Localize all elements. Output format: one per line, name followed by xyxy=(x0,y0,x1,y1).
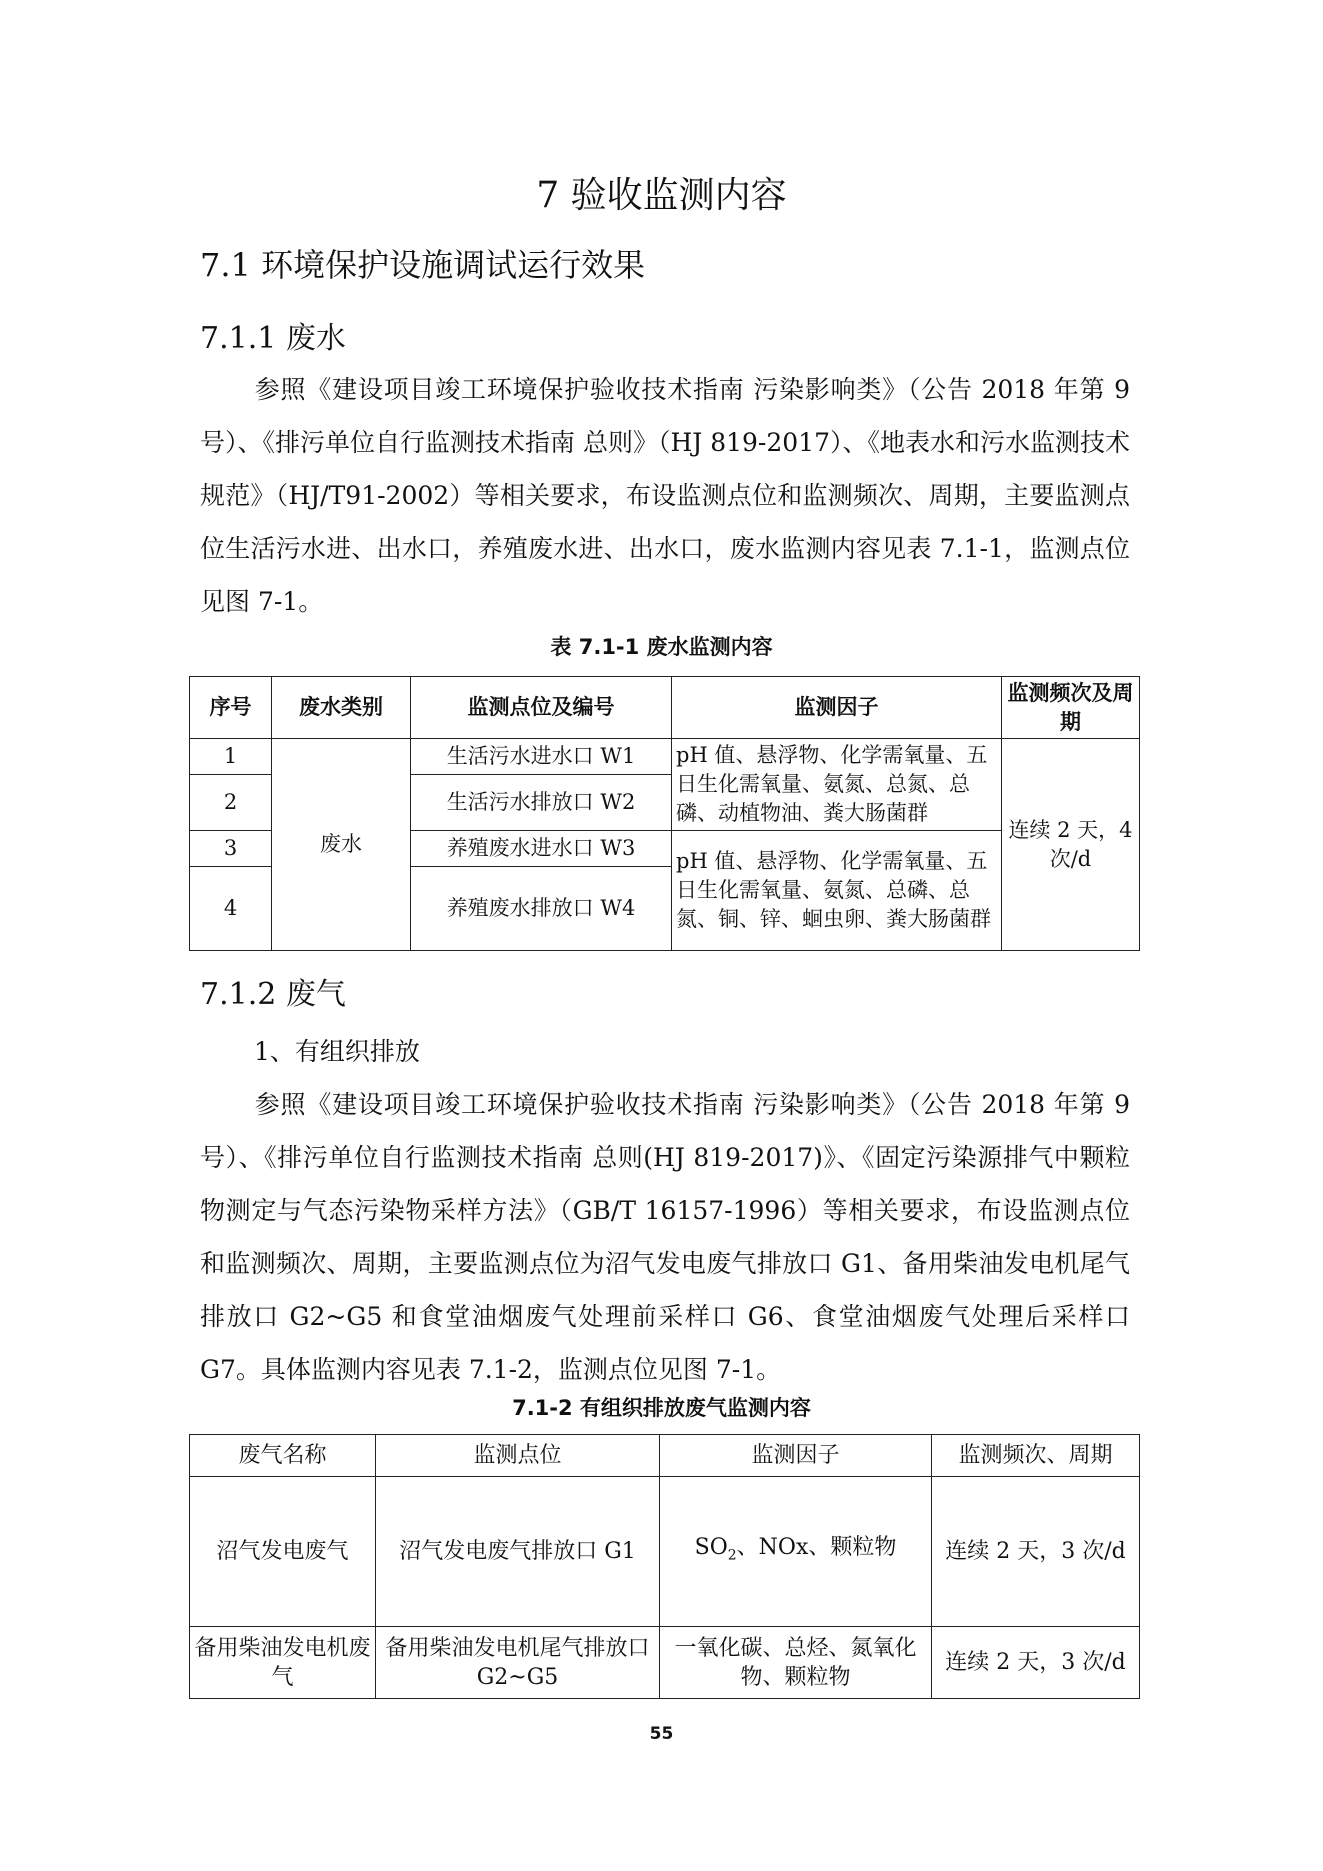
table-1-caption: 表 7.1-1 废水监测内容 xyxy=(550,635,773,659)
table-row xyxy=(190,1477,1140,1627)
row-point: 养殖废水排放口 W4 xyxy=(411,867,672,951)
row-frequency: 连续 2 天，3 次/d xyxy=(932,1477,1140,1627)
row-factors: 一氧化碳、总烃、氮氧化物、颗粒物 xyxy=(660,1627,932,1699)
exhaust-paragraph-text: 参照《建设项目竣工环境保护验收技术指南 污染影响类》（公告 2018 年第 9 号）、《排污单位自行监测技术指南 总则(HJ 819-2017)》、《固定污染源排气中颗粒物测定与气态污染物采样方法》（GB/T 16157-1996）等相关要求，布设监测点位和监测频次、周期，主要监测点位为沼气发电废气排放口 G1、备用柴油发电机尾气排放口 G2~G5 和食堂油烟废气处理前采样口 G6、食堂油烟废气处理后采样口 G7。具体监测内容见表 7.1-2，监测点位见图 7-1。 xyxy=(200,1090,1130,1384)
header-frequency: 监测频次及周期 xyxy=(1002,677,1140,739)
row-frequency: 连续 2 天，3 次/d xyxy=(932,1627,1140,1699)
row-factors xyxy=(660,1477,932,1627)
header-point: 监测点位及编号 xyxy=(411,677,672,739)
row-point: 沼气发电废气排放口 G1 xyxy=(376,1477,660,1627)
row-no: 3 xyxy=(190,831,272,867)
header-factors: 监测因子 xyxy=(672,677,1002,739)
table-row xyxy=(190,739,1140,775)
header-frequency: 监测频次、周期 xyxy=(932,1435,1140,1477)
factor-so: SO xyxy=(694,1534,728,1560)
factors-breeding: pH 值、悬浮物、化学需氧量、五日生化需氧量、氨氮、总磷、总氮、铜、锌、蛔虫卵、粪大肠菌群 xyxy=(672,831,1002,951)
factor-rest: 、NOx、颗粒物 xyxy=(736,1534,897,1560)
header-category: 废水类别 xyxy=(272,677,411,739)
wastewater-paragraph-text: 参照《建设项目竣工环境保护验收技术指南 污染影响类》（公告 2018 年第 9 号）、《排污单位自行监测技术指南 总则》（HJ 819-2017）、《地表水和污水监测技术规范》（HJ/T91-2002）等相关要求，布设监测点位和监测频次、周期，主要监测点位生活污水进、出水口，养殖废水进、出水口，废水监测内容见表 7.1-1，监测点位见图 7-1。 xyxy=(200,375,1131,616)
frequency-cell: 连续 2 天，4 次/d xyxy=(1002,739,1140,951)
factor-so-subscript: 2 xyxy=(727,1547,737,1564)
row-point: 养殖废水进水口 W3 xyxy=(411,831,672,867)
row-point: 备用柴油发电机尾气排放口 G2~G5 xyxy=(376,1627,660,1699)
table-header-row xyxy=(190,1435,1140,1477)
organized-emission-subheading-text: 1、有组织排放 xyxy=(254,1037,420,1066)
row-no: 4 xyxy=(190,867,272,951)
category-cell: 废水 xyxy=(272,739,411,951)
table-2-caption: 7.1-2 有组织排放废气监测内容 xyxy=(512,1396,811,1420)
header-factors: 监测因子 xyxy=(660,1435,932,1477)
table-header-row xyxy=(190,677,1140,739)
row-no: 2 xyxy=(190,775,272,831)
factors-domestic: pH 值、悬浮物、化学需氧量、五日生化需氧量、氨氮、总氮、总磷、动植物油、粪大肠菌群 xyxy=(672,739,1002,831)
header-name: 废气名称 xyxy=(190,1435,376,1477)
row-point: 生活污水排放口 W2 xyxy=(411,775,672,831)
header-no: 序号 xyxy=(190,677,272,739)
row-name: 沼气发电废气 xyxy=(190,1477,376,1627)
exhaust-monitoring-table xyxy=(189,1434,1140,1699)
chapter-title: 7 验收监测内容 xyxy=(536,175,787,216)
page-number: 55 xyxy=(649,1724,674,1744)
organized-emission-subheading xyxy=(200,1025,1130,1078)
row-no: 1 xyxy=(190,739,272,775)
header-point: 监测点位 xyxy=(376,1435,660,1477)
row-name: 备用柴油发电机废气 xyxy=(190,1627,376,1699)
wastewater-monitoring-table xyxy=(189,676,1140,951)
row-point: 生活污水进水口 W1 xyxy=(411,739,672,775)
section-heading-7-1-1: 7.1.1 废水 xyxy=(200,321,346,356)
wastewater-paragraph xyxy=(200,363,1130,628)
section-heading-7-1: 7.1 环境保护设施调试运行效果 xyxy=(200,246,646,284)
table-row xyxy=(190,1627,1140,1699)
section-heading-7-1-2: 7.1.2 废气 xyxy=(200,977,346,1012)
exhaust-paragraph xyxy=(200,1078,1130,1396)
